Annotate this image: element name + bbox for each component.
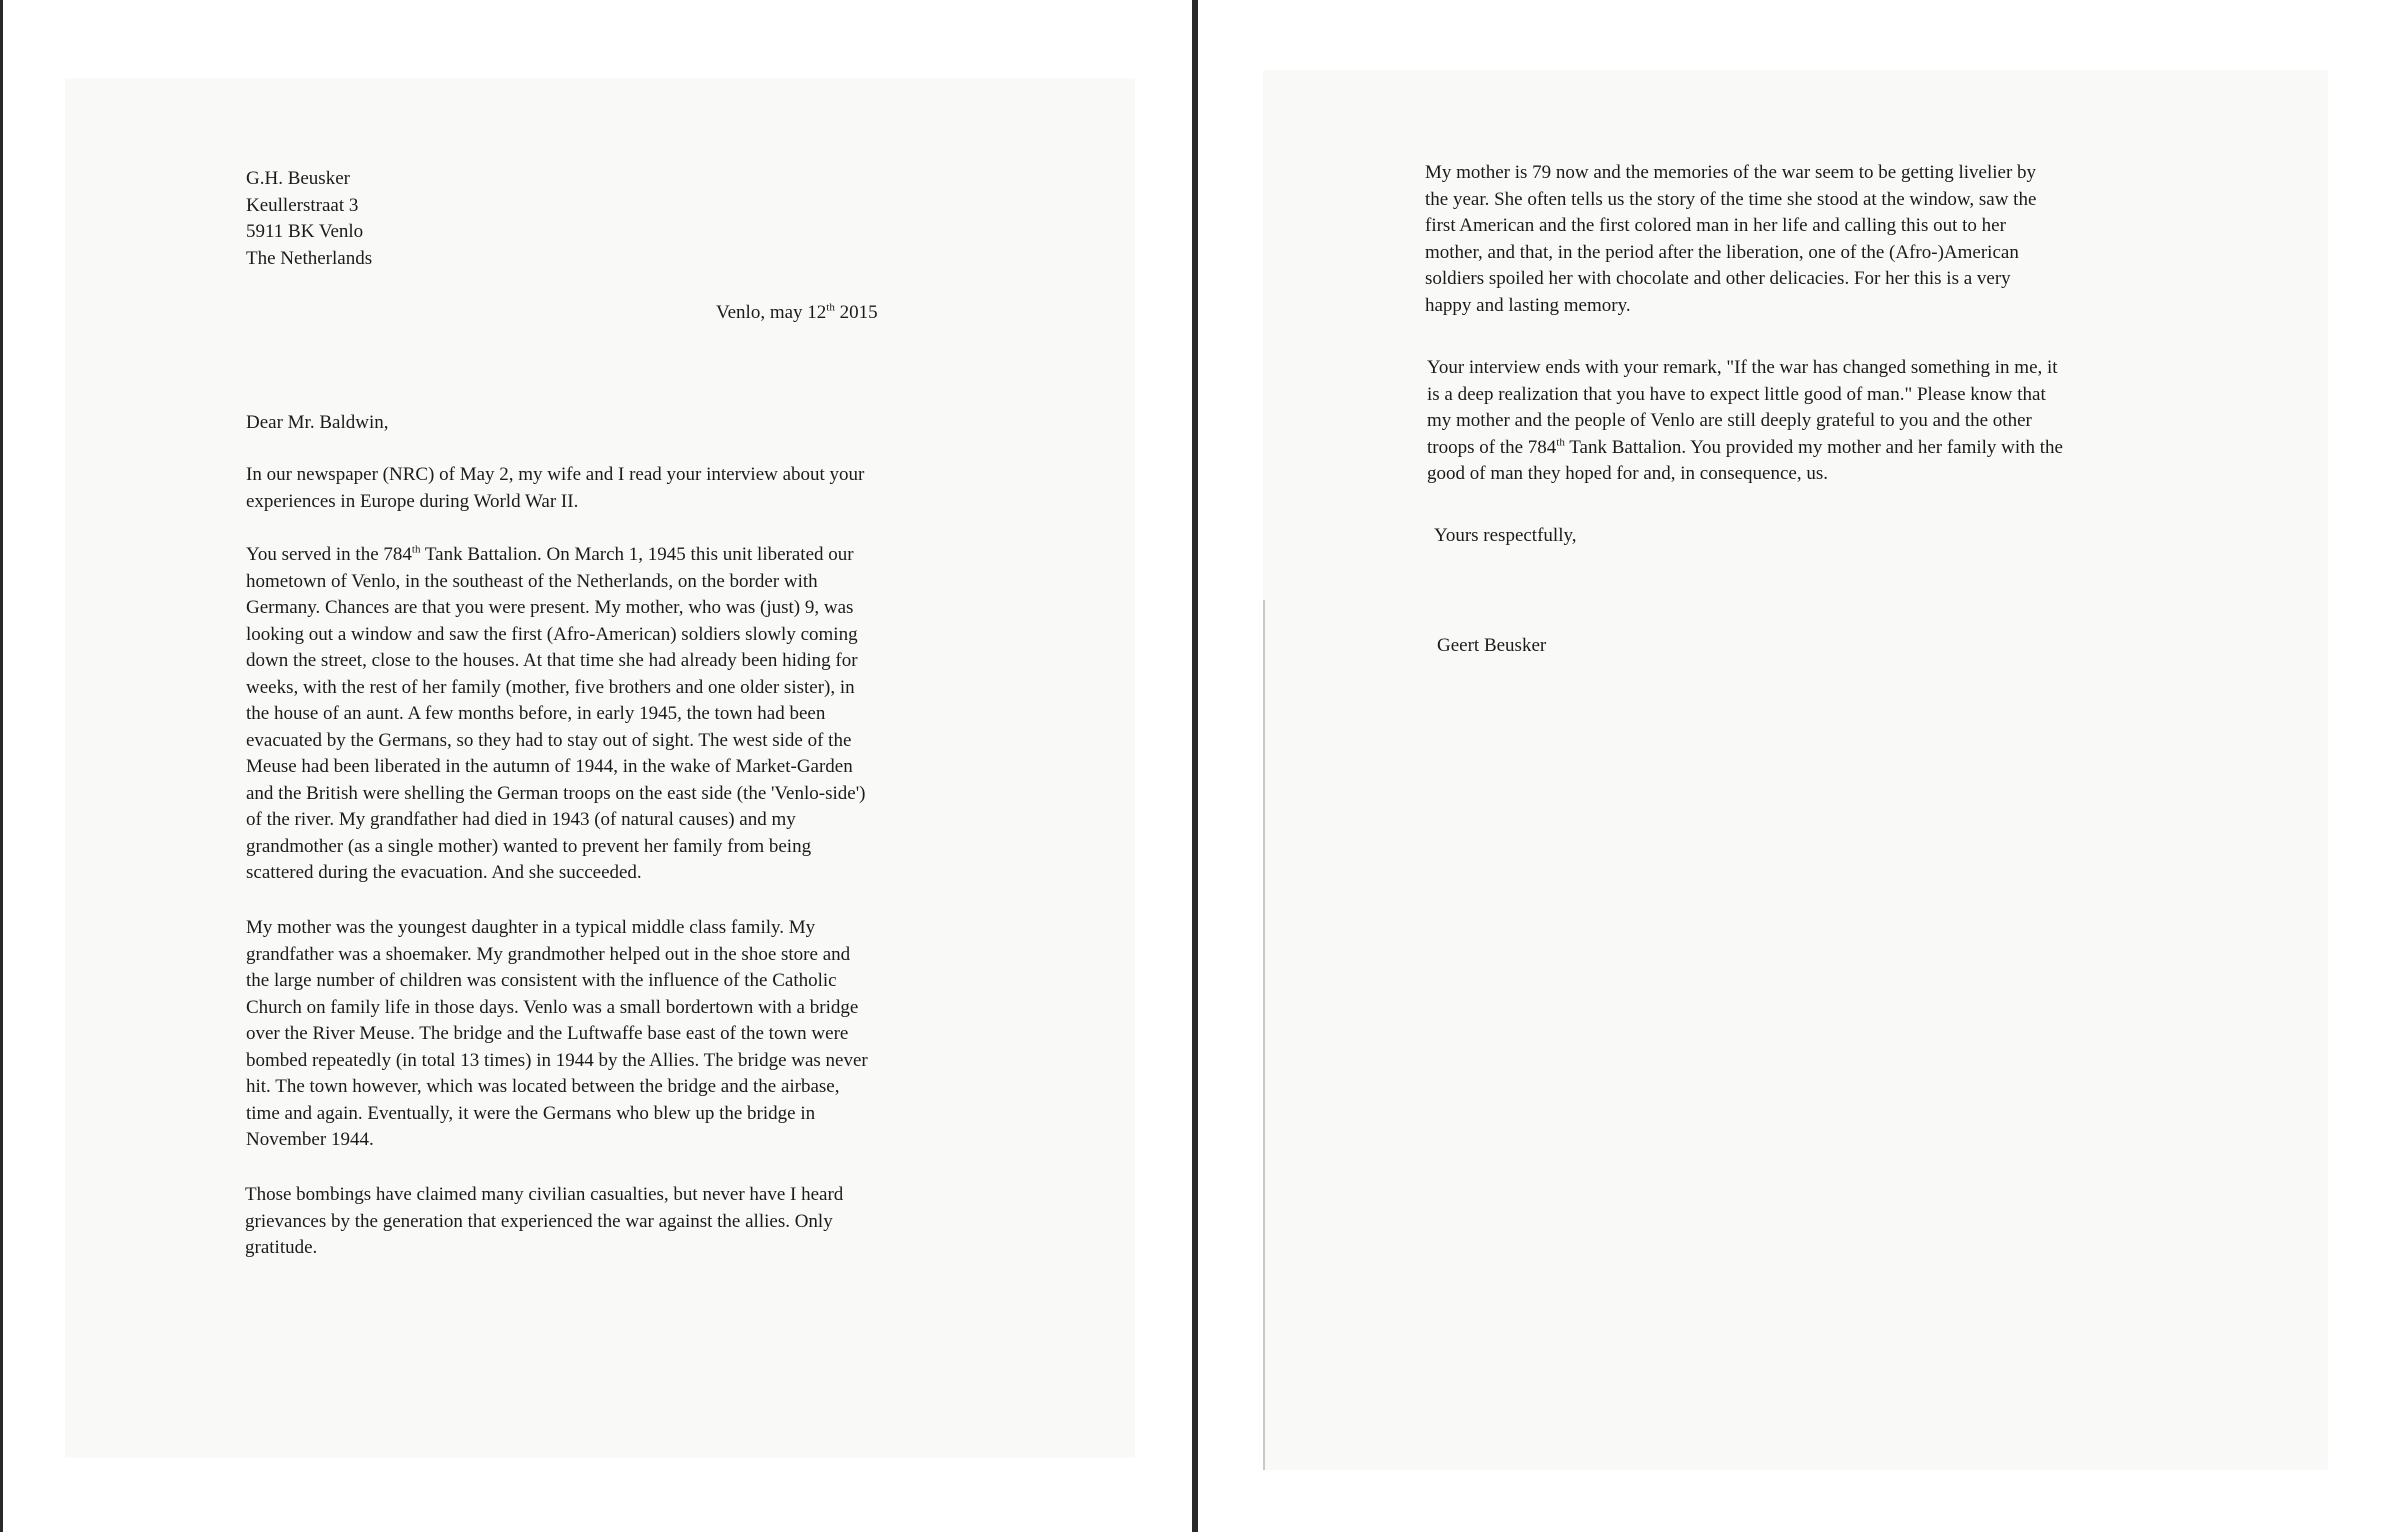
paragraph-line: November 1944. bbox=[246, 1129, 374, 1150]
paragraph-line: My mother is 79 now and the memories of the war seem to be getting livelier by bbox=[1425, 162, 2037, 183]
sender-name: G.H. Beusker bbox=[246, 168, 350, 189]
paragraph-line: the large number of children was consistent with the influence of the Catholic bbox=[246, 970, 837, 991]
line-suffix: Tank Battalion. On March 1, 1945 this unit liberated our bbox=[420, 544, 854, 565]
paragraph-line: down the street, close to the houses. At that time she had already been hiding for bbox=[246, 650, 858, 671]
paragraph-line: Church on family life in those days. Venlo was a small bordertown with a bridge bbox=[246, 996, 859, 1018]
paragraph-line: grandmother (as a single mother) wanted to prevent her family from being bbox=[246, 835, 812, 857]
ordinal-superscript: th bbox=[1556, 436, 1565, 449]
paragraph-line: of the river. My grandfather had died in 1943 (of natural causes) and my bbox=[246, 809, 796, 830]
paragraph-line: happy and lasting memory. bbox=[1425, 294, 1631, 316]
paragraph-6 bbox=[1427, 355, 2063, 488]
sender-postal-city: 5911 BK Venlo bbox=[246, 221, 364, 242]
paragraph-line: first American and the first colored man in her life and calling this out to her bbox=[1425, 215, 2006, 236]
paragraph-4 bbox=[245, 1182, 843, 1262]
paragraph-line: In our newspaper (NRC) of May 2, my wife and I read your interview about your bbox=[246, 464, 865, 485]
signature-name bbox=[1437, 633, 1546, 660]
paragraph-line: looking out a window and saw the first (Afro-American) soldiers slowly coming bbox=[246, 623, 858, 645]
paragraph-line: my mother and the people of Venlo are still deeply grateful to you and the other bbox=[1427, 410, 2032, 431]
paragraph-line: soldiers spoiled her with chocolate and other delicacies. For her this is a very bbox=[1425, 268, 2011, 289]
date-prefix: Venlo, may 12 bbox=[716, 302, 827, 323]
paper-edge-shadow bbox=[1263, 600, 1265, 1470]
sender-street: Keullerstraat 3 bbox=[246, 194, 359, 216]
date-superscript: th bbox=[826, 301, 835, 314]
paragraph-line bbox=[246, 542, 865, 569]
ordinal-superscript: th bbox=[411, 543, 421, 556]
paragraph-line: My mother was the youngest daughter in a typical middle class family. My bbox=[246, 917, 816, 938]
paragraph-line: mother, and that, in the period after the liberation, one of the (Afro-)American bbox=[1425, 241, 2019, 263]
paragraph-5 bbox=[1425, 160, 2036, 319]
paragraph-line: hit. The town however, which was located between the bridge and the airbase, bbox=[246, 1076, 840, 1097]
paragraph-line: hometown of Venlo, in the southeast of the Netherlands, on the border with bbox=[246, 570, 818, 592]
paragraph-line: weeks, with the rest of her family (mother, five brothers and one older sister), in bbox=[246, 676, 855, 698]
letter-page-2 bbox=[1195, 0, 2384, 1532]
paragraph-2 bbox=[246, 542, 865, 887]
date-year: 2015 bbox=[834, 302, 878, 323]
paragraph-line: evacuated by the Germans, so they had to stay out of sight. The west side of the bbox=[246, 729, 852, 751]
letter-date bbox=[716, 300, 878, 327]
paragraph-1 bbox=[246, 462, 864, 515]
closing bbox=[1434, 523, 1577, 550]
paragraph-line: time and again. Eventually, it were the Germans who blew up the bridge in bbox=[246, 1102, 816, 1124]
salutation-text: Dear Mr. Baldwin, bbox=[246, 412, 389, 433]
paragraph-line: over the River Meuse. The bridge and the Luftwaffe base east of the town were bbox=[246, 1023, 849, 1044]
line-suffix: Tank Battalion. You provided my mother and her family with the bbox=[1564, 436, 2063, 458]
paragraph-line: the house of an aunt. A few months before, in early 1945, the town had been bbox=[246, 703, 826, 724]
paragraph-line: Meuse had been liberated in the autumn of 1944, in the wake of Market-Garden bbox=[246, 756, 853, 777]
paragraph-line: Germany. Chances are that you were present. My mother, who was (just) 9, was bbox=[246, 597, 854, 618]
closing-text: Yours respectfully, bbox=[1434, 525, 1577, 546]
paragraph-line: and the British were shelling the German troops on the east side (the 'Venlo-side') bbox=[246, 782, 866, 804]
paragraph-line: Those bombings have claimed many civilian casualties, but never have I heard bbox=[245, 1184, 844, 1205]
signature-text: Geert Beusker bbox=[1437, 635, 1547, 656]
paragraph-line: is a deep realization that you have to expect little good of man." Please know that bbox=[1427, 383, 2046, 405]
paragraph-line bbox=[1427, 435, 2063, 462]
line-prefix: troops of the 784 bbox=[1427, 436, 1557, 458]
paragraph-line: gratitude. bbox=[245, 1237, 318, 1258]
paragraph-line: grandfather was a shoemaker. My grandmother helped out in the shoe store and bbox=[246, 943, 851, 965]
paragraph-line: grievances by the generation that experienced the war against the allies. Only bbox=[245, 1210, 833, 1232]
paragraph-line: bombed repeatedly (in total 13 times) in 1944 by the Allies. The bridge was never bbox=[246, 1049, 868, 1071]
paragraph-line: Your interview ends with your remark, "If the war has changed something in me, it bbox=[1427, 357, 2058, 378]
sender-country: The Netherlands bbox=[246, 247, 373, 269]
paragraph-line: the year. She often tells us the story of the time she stood at the window, saw the bbox=[1425, 188, 2037, 210]
paragraph-line: experiences in Europe during World War II. bbox=[246, 490, 579, 512]
paragraph-3 bbox=[246, 915, 868, 1154]
paragraph-line: scattered during the evacuation. And she succeeded. bbox=[246, 862, 642, 883]
sender-address bbox=[246, 166, 372, 272]
line-prefix: You served in the 784 bbox=[246, 544, 412, 565]
salutation bbox=[246, 410, 388, 437]
paragraph-line: good of man they hoped for and, in consequence, us. bbox=[1427, 463, 1829, 484]
